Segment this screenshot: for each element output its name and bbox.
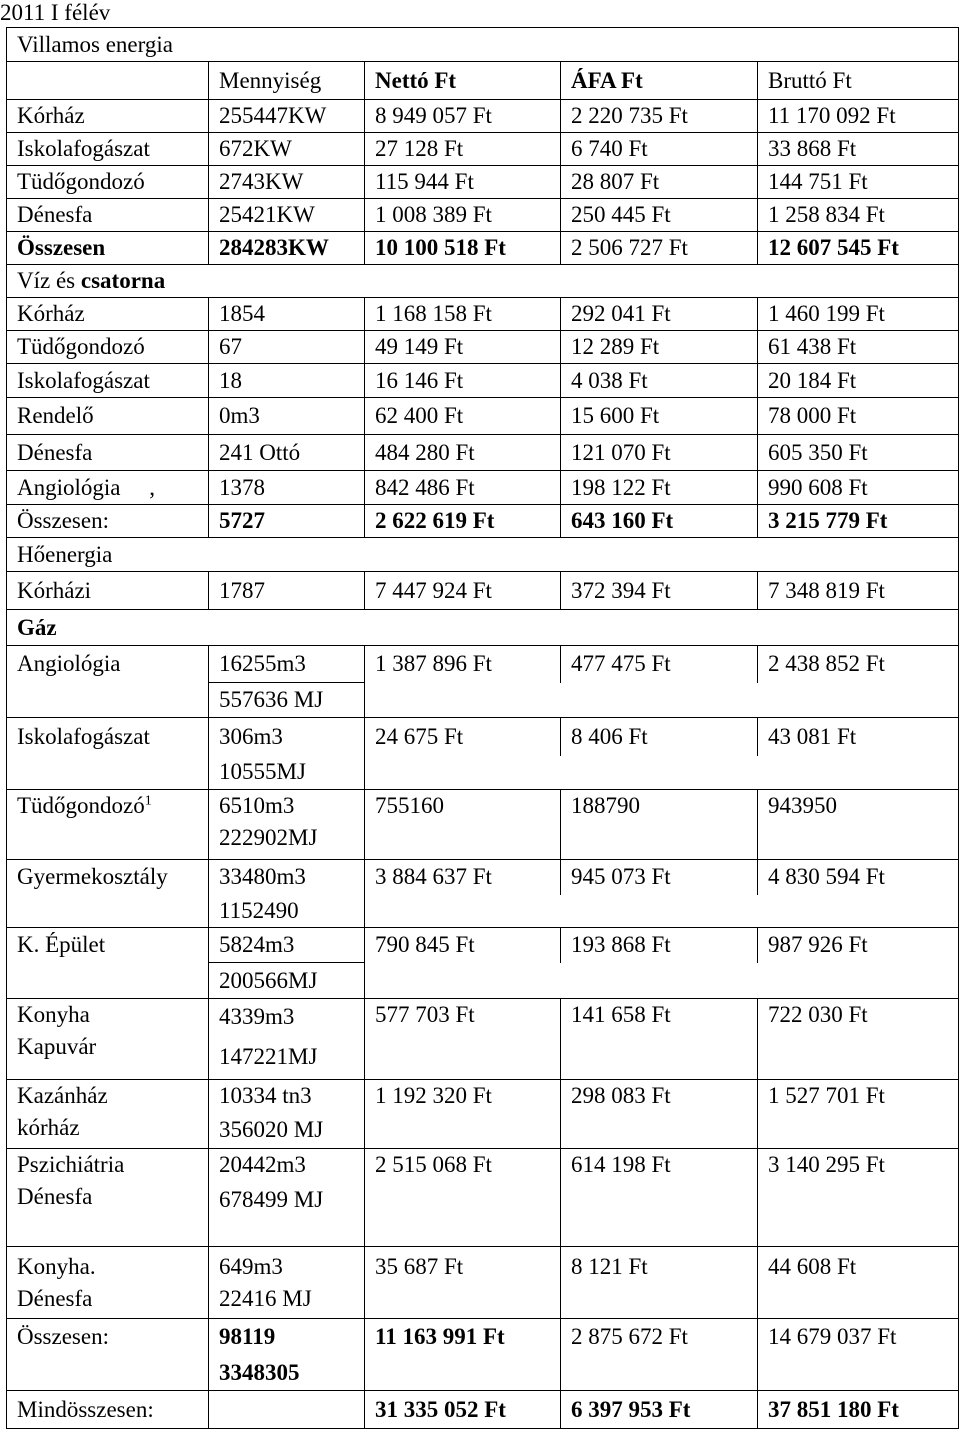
- table-cell-text: 222902MJ: [219, 825, 318, 850]
- table-cell: 3 140 295 Ft: [758, 1149, 959, 1247]
- table-cell: 4 038 Ft: [561, 364, 758, 398]
- table-cell: 5824m3: [209, 928, 365, 963]
- table-cell-text: Konyha: [17, 1002, 90, 1027]
- table-cell: 8 406 Ft: [561, 718, 758, 756]
- table-cell: 1 527 701 Ft: [758, 1080, 959, 1149]
- table-cell: 990 608 Ft: [758, 471, 959, 505]
- table-cell: 755160: [365, 790, 561, 860]
- table-cell: 35 687 Ft: [365, 1247, 561, 1319]
- header-cell: Nettó Ft: [365, 62, 561, 100]
- section-title: Hőenergia: [7, 538, 959, 572]
- table-row: [7, 756, 959, 790]
- total-row: [7, 232, 959, 265]
- table-cell: 577 703 Ft: [365, 999, 561, 1080]
- table-cell: 2 622 619 Ft: [365, 505, 561, 538]
- table-cell: 2 515 068 Ft: [365, 1149, 561, 1247]
- table-cell: 2 438 852 Ft: [758, 646, 959, 683]
- table-cell: 943950: [758, 790, 959, 860]
- table-cell: 37 851 180 Ft: [758, 1391, 959, 1429]
- table-cell-empty: [758, 963, 959, 999]
- table-cell: 28 807 Ft: [561, 166, 758, 199]
- table-cell: 643 160 Ft: [561, 505, 758, 538]
- table-cell-empty: [758, 895, 959, 928]
- table-cell: 1378: [209, 471, 365, 505]
- table-cell-text: kórház: [17, 1115, 80, 1140]
- total-row: [7, 505, 959, 538]
- table-cell-text: 20442m3: [219, 1152, 306, 1177]
- table-cell: 141 658 Ft: [561, 999, 758, 1080]
- table-cell: 292 041 Ft: [561, 298, 758, 331]
- header-row: [7, 62, 959, 100]
- table-cell-text: 3348305: [219, 1360, 300, 1385]
- table-cell: 193 868 Ft: [561, 928, 758, 963]
- table-cell-text: Tüdőgondozó: [17, 793, 145, 818]
- table-cell-text: Kazánház: [17, 1083, 108, 1108]
- table-cell-empty: [365, 963, 561, 999]
- table-row: [7, 398, 959, 435]
- table-cell: [209, 1080, 365, 1149]
- table-row: [7, 133, 959, 166]
- table-cell: 25421KW: [209, 199, 365, 232]
- table-row: [7, 1080, 959, 1149]
- table-cell: 306m3: [209, 718, 365, 756]
- table-cell-text: 649m3: [219, 1253, 283, 1279]
- table-cell: 6 740 Ft: [561, 133, 758, 166]
- table-cell: Tüdőgondozó: [7, 166, 209, 199]
- table-cell: 557636 MJ: [209, 683, 365, 718]
- table-cell: 8 949 057 Ft: [365, 100, 561, 133]
- table-cell: 672KW: [209, 133, 365, 166]
- section-title: Villamos energia: [7, 28, 959, 62]
- table-cell: 5727: [209, 505, 365, 538]
- table-cell: 198 122 Ft: [561, 471, 758, 505]
- table-cell: 250 445 Ft: [561, 199, 758, 232]
- total-row: [7, 1319, 959, 1391]
- table-cell: 1 168 158 Ft: [365, 298, 561, 331]
- table-cell-empty: [561, 756, 758, 790]
- table-cell: 31 335 052 Ft: [365, 1391, 561, 1429]
- table-cell: 44 608 Ft: [758, 1247, 959, 1319]
- table-cell: Gyermekosztály: [7, 860, 209, 895]
- table-cell: 11 163 991 Ft: [365, 1319, 561, 1391]
- table-cell: 14 679 037 Ft: [758, 1319, 959, 1391]
- table-cell-text: 10334 tn3: [219, 1083, 312, 1108]
- table-cell: 200566MJ: [209, 963, 365, 999]
- table-cell: 6 397 953 Ft: [561, 1391, 758, 1429]
- section-row-hoenergia: [7, 538, 959, 572]
- table-cell: Dénesfa: [7, 199, 209, 232]
- table-cell: 78 000 Ft: [758, 398, 959, 435]
- header-cell-empty: [7, 62, 209, 100]
- table-row: [7, 331, 959, 364]
- energy-cost-table: [6, 27, 959, 1429]
- table-cell: 10 100 518 Ft: [365, 232, 561, 265]
- table-cell: [209, 999, 365, 1080]
- table-cell: 1 258 834 Ft: [758, 199, 959, 232]
- table-cell: 241 Ottó: [209, 435, 365, 471]
- table-cell: 61 438 Ft: [758, 331, 959, 364]
- table-cell: 18: [209, 364, 365, 398]
- table-row: [7, 963, 959, 999]
- table-cell: 987 926 Ft: [758, 928, 959, 963]
- header-cell: Mennyiség: [209, 62, 365, 100]
- section-row-villamos: [7, 28, 959, 62]
- table-cell: 49 149 Ft: [365, 331, 561, 364]
- table-cell: 484 280 Ft: [365, 435, 561, 471]
- table-cell: 8 121 Ft: [561, 1247, 758, 1319]
- section-title: Gáz: [7, 610, 959, 646]
- section-row-viz: [7, 265, 959, 298]
- table-cell: 12 607 545 Ft: [758, 232, 959, 265]
- section-row-gaz: [7, 610, 959, 646]
- table-row: [7, 1247, 959, 1319]
- table-cell: 62 400 Ft: [365, 398, 561, 435]
- table-cell: 15 600 Ft: [561, 398, 758, 435]
- table-cell: Dénesfa: [7, 435, 209, 471]
- table-cell: Mindösszesen:: [7, 1391, 209, 1429]
- table-cell: Kórház: [7, 298, 209, 331]
- footnote-mark: 1: [144, 793, 152, 809]
- table-cell: Iskolafogászat: [7, 133, 209, 166]
- table-cell: 43 081 Ft: [758, 718, 959, 756]
- section-title-part: csatorna: [80, 268, 166, 293]
- table-row: [7, 298, 959, 331]
- table-cell: [7, 999, 209, 1080]
- table-cell: 1854: [209, 298, 365, 331]
- table-cell: 67: [209, 331, 365, 364]
- table-cell-empty: [7, 683, 209, 718]
- table-cell-text: 6510m3: [219, 793, 295, 818]
- table-cell-empty: [365, 756, 561, 790]
- table-cell: 790 845 Ft: [365, 928, 561, 963]
- table-cell: Összesen:: [7, 1319, 209, 1391]
- table-cell: 12 289 Ft: [561, 331, 758, 364]
- table-cell: 4 830 594 Ft: [758, 860, 959, 895]
- table-cell-text: Dénesfa: [17, 1285, 93, 1311]
- table-cell: 1152490: [209, 895, 365, 928]
- table-cell: [209, 1247, 365, 1319]
- table-cell: 1 460 199 Ft: [758, 298, 959, 331]
- table-cell: 24 675 Ft: [365, 718, 561, 756]
- table-cell: [209, 1149, 365, 1247]
- table-cell: 372 394 Ft: [561, 572, 758, 610]
- table-row: [7, 199, 959, 232]
- table-cell: 722 030 Ft: [758, 999, 959, 1080]
- table-cell-empty: [561, 895, 758, 928]
- table-cell: 2 220 735 Ft: [561, 100, 758, 133]
- table-cell: 11 170 092 Ft: [758, 100, 959, 133]
- table-cell: Kórház: [7, 100, 209, 133]
- table-cell: Tüdőgondozó: [7, 331, 209, 364]
- table-row: [7, 166, 959, 199]
- table-cell: 3 884 637 Ft: [365, 860, 561, 895]
- table-cell-empty: [758, 756, 959, 790]
- table-row: [7, 928, 959, 963]
- table-row: [7, 683, 959, 718]
- table-cell: 3 215 779 Ft: [758, 505, 959, 538]
- table-cell-text: 4339m3: [219, 1004, 295, 1029]
- table-cell: [7, 1080, 209, 1149]
- table-cell-text: Kapuvár: [17, 1034, 97, 1059]
- table-cell: 7 447 924 Ft: [365, 572, 561, 610]
- table-cell-text: Pszichiátria: [17, 1152, 125, 1177]
- table-cell-empty: [561, 963, 758, 999]
- table-cell: 33 868 Ft: [758, 133, 959, 166]
- table-cell-text: 147221MJ: [219, 1044, 318, 1069]
- table-row: [7, 435, 959, 471]
- table-row: [7, 1149, 959, 1247]
- table-cell: 2743KW: [209, 166, 365, 199]
- table-row: [7, 572, 959, 610]
- table-cell-empty: [758, 683, 959, 718]
- table-cell: 2 506 727 Ft: [561, 232, 758, 265]
- table-cell-empty: [7, 963, 209, 999]
- table-cell: 255447KW: [209, 100, 365, 133]
- table-row: [7, 364, 959, 398]
- table-cell: Rendelő: [7, 398, 209, 435]
- table-cell: Kórházi: [7, 572, 209, 610]
- table-cell-empty: [209, 1391, 365, 1429]
- table-row: [7, 895, 959, 928]
- table-cell-text: 356020 MJ: [219, 1117, 324, 1142]
- header-cell: ÁFA Ft: [561, 62, 758, 100]
- table-cell: 284283KW: [209, 232, 365, 265]
- header-cell: Bruttó Ft: [758, 62, 959, 100]
- table-cell: 121 070 Ft: [561, 435, 758, 471]
- table-cell-empty: [7, 756, 209, 790]
- section-title: [7, 265, 959, 298]
- table-cell: 10555MJ: [209, 756, 365, 790]
- table-cell: [7, 1247, 209, 1319]
- table-cell: Angiológia ,: [7, 471, 209, 505]
- table-cell: 605 350 Ft: [758, 435, 959, 471]
- table-cell: 0m3: [209, 398, 365, 435]
- table-cell: 33480m3: [209, 860, 365, 895]
- table-cell-empty: [7, 895, 209, 928]
- table-cell-text: 98119: [219, 1324, 276, 1349]
- table-cell: [209, 790, 365, 860]
- table-cell-empty: [365, 895, 561, 928]
- table-cell: Összesen:: [7, 505, 209, 538]
- table-cell: 20 184 Ft: [758, 364, 959, 398]
- table-cell: K. Épület: [7, 928, 209, 963]
- table-row: [7, 860, 959, 895]
- table-cell: Angiológia: [7, 646, 209, 683]
- table-row: [7, 790, 959, 860]
- table-cell-text: Dénesfa: [17, 1184, 93, 1209]
- table-cell: [209, 1319, 365, 1391]
- table-cell: 16255m3: [209, 646, 365, 683]
- table-cell: [7, 1149, 209, 1247]
- table-cell: 298 083 Ft: [561, 1080, 758, 1149]
- table-row: [7, 718, 959, 756]
- table-cell-empty: [561, 683, 758, 718]
- table-cell: 27 128 Ft: [365, 133, 561, 166]
- table-cell: Iskolafogászat: [7, 364, 209, 398]
- table-cell: 842 486 Ft: [365, 471, 561, 505]
- table-cell: 7 348 819 Ft: [758, 572, 959, 610]
- table-row: [7, 100, 959, 133]
- table-cell: 16 146 Ft: [365, 364, 561, 398]
- table-cell-empty: [365, 683, 561, 718]
- table-cell: 477 475 Ft: [561, 646, 758, 683]
- table-cell: 1 192 320 Ft: [365, 1080, 561, 1149]
- table-row: [7, 999, 959, 1080]
- table-cell-text: 22416 MJ: [219, 1285, 312, 1311]
- table-cell: 614 198 Ft: [561, 1149, 758, 1247]
- table-cell: 1 008 389 Ft: [365, 199, 561, 232]
- table-cell: 188790: [561, 790, 758, 860]
- table-cell: 144 751 Ft: [758, 166, 959, 199]
- table-cell: 945 073 Ft: [561, 860, 758, 895]
- table-cell: [7, 790, 209, 860]
- section-title-part: Víz és: [17, 268, 81, 293]
- grand-total-row: [7, 1391, 959, 1429]
- table-cell: Iskolafogászat: [7, 718, 209, 756]
- table-cell-text: Konyha.: [17, 1253, 96, 1279]
- table-cell: Összesen: [7, 232, 209, 265]
- page-title: 2011 I félév: [0, 0, 111, 25]
- table-cell: 2 875 672 Ft: [561, 1319, 758, 1391]
- table-cell: 1787: [209, 572, 365, 610]
- table-cell-text: 678499 MJ: [219, 1187, 324, 1212]
- table-cell: 115 944 Ft: [365, 166, 561, 199]
- table-cell: 1 387 896 Ft: [365, 646, 561, 683]
- table-row: [7, 646, 959, 683]
- table-row: [7, 471, 959, 505]
